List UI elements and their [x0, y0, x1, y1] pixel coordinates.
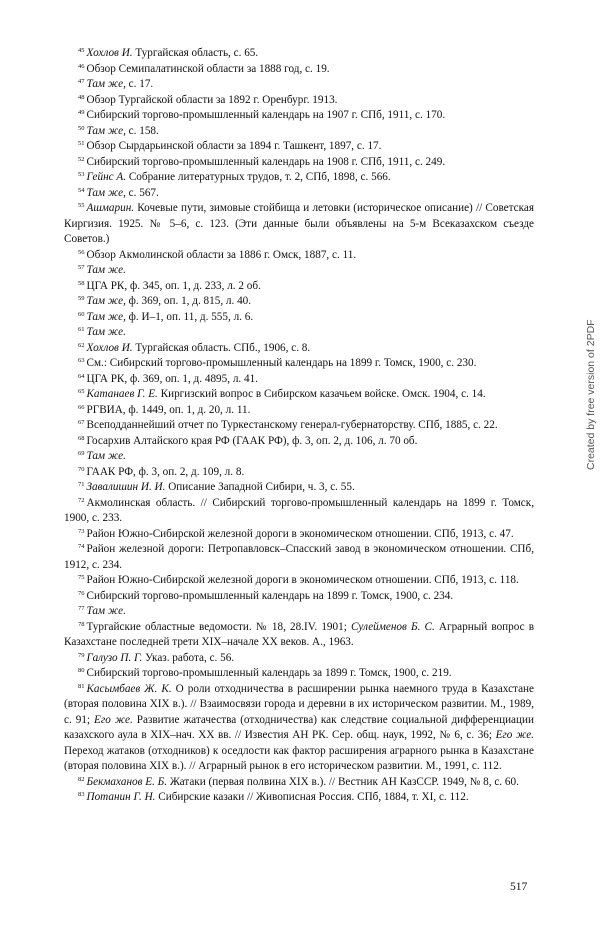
footnote-text: Аграрный вопрос в Казахстане последней трети XIX–начале XX веков. А., 1963. [64, 620, 534, 648]
footnote-text: Обзор Акмолинской области за 1886 г. Омск, 1887, с. 11. [86, 248, 357, 261]
footnote-65 [64, 387, 534, 403]
footnote-number: 56 [78, 248, 85, 256]
footnote-text: Развитие жатачества (отходничества) как следствие социальной дифференциации казахского аула в XIX–нач. XX вв. // Известия АН РК. Сер. общ. наук, 1992, № 6, с. 36; [64, 713, 534, 741]
footnote-text: с. 567. [125, 186, 159, 199]
footnote-83 [64, 790, 534, 806]
footnote-text: Жатаки (первая полвина XIX в.). // Вестник АН КазССР. 1949, № 8, с. 60. [167, 775, 519, 788]
footnote-author: Там же, [86, 295, 126, 307]
footnote-46 [64, 62, 534, 78]
footnote-text: Сибирские казаки // Живописная Россия. СПб, 1884, т. XI, с. 112. [155, 791, 469, 803]
footnote-author: Сулейменов Б. С. [350, 620, 435, 633]
footnote-number: 54 [78, 186, 85, 194]
footnote-text: Сибирский торгово-промышленный календарь на 1899 г. Томск, 1900, с. 234. [86, 589, 454, 602]
footnote-author: Хохлов И. [86, 47, 133, 59]
footnote-text: Тургайские областные ведомости. № 18, 28.IV. 1901; [86, 620, 351, 633]
footnote-number: 77 [78, 605, 85, 612]
footnote-author: Там же, [86, 124, 126, 137]
footnote-number: 49 [78, 109, 85, 116]
footnote-text: ф. 369, оп. 1, д. 815, л. 40. [125, 295, 252, 307]
footnote-56 [64, 248, 534, 264]
footnote-author: Там же, [86, 310, 126, 323]
footnote-68 [64, 434, 534, 450]
footnote-number: 70 [78, 465, 85, 473]
footnote-number: 60 [78, 310, 85, 318]
footnote-text: Тургайская область. СПб., 1906, с. 8. [132, 341, 311, 354]
footnote-63 [64, 356, 534, 372]
footnote-53 [64, 170, 534, 186]
footnote-text: Описание Западной Сибири, ч. 3, с. 55. [165, 481, 355, 493]
footnote-67 [64, 418, 534, 434]
footnote-author: Там же, [86, 186, 126, 199]
footnote-number: 83 [78, 791, 85, 798]
footnote-number: 45 [78, 47, 85, 54]
footnote-number: 51 [78, 140, 85, 147]
footnote-text: Обзор Семипалатинской области за 1888 год, с. 19. [86, 62, 330, 75]
footnote-number: 46 [78, 62, 85, 70]
footnote-author: Там же. [86, 450, 126, 462]
footnote-text: О роли отходничества в расширении рынка наемного труда в Казахстане (вторая половина XIX в.). // Взаимосвязи города и деревни в их историческом развитии. М., 1989, с. 91; [64, 682, 534, 726]
footnote-author: Потанин Г. Н. [86, 791, 156, 803]
page-number: 517 [510, 881, 528, 893]
footnote-64 [64, 372, 534, 388]
footnote-text: Переход жатаков (отходников) к оседлости как фактор расширения аграрного рынка в Казахстане (вторая половина XIX в.). // Аграрный рынок в его историческом развитии. М., 1991, с. 112. [64, 744, 534, 772]
footnote-number: 69 [78, 450, 85, 457]
footnote-text: Сибирский торгово-промышленный календарь на 1907 г. СПб, 1911, с. 170. [86, 109, 446, 121]
watermark-text: Created by free version of 2PDF [585, 319, 597, 470]
footnote-author: Там же. [86, 264, 126, 276]
footnote-number: 74 [78, 543, 85, 550]
footnote-text: Тургайская область, с. 65. [132, 47, 259, 59]
footnote-71 [64, 480, 534, 496]
footnote-54 [64, 186, 534, 202]
footnote-number: 78 [78, 620, 85, 628]
footnote-author: Там же. [86, 605, 126, 617]
footnote-text: с. 158. [125, 124, 159, 137]
footnote-number: 63 [78, 357, 85, 364]
footnote-number: 50 [78, 124, 85, 132]
footnote-81 [64, 682, 534, 775]
footnote-text: ГААК РФ, ф. 3, оп. 2, д. 109, л. 8. [86, 465, 245, 478]
footnote-number: 61 [78, 326, 85, 333]
footnote-text: Киргизский вопрос в Сибирском казачьем войске. Омск. 1904, с. 14. [157, 388, 486, 400]
footnote-author: Бекмаханов Е. Б. [86, 775, 168, 788]
footnote-80 [64, 666, 534, 682]
footnote-82 [64, 775, 534, 791]
footnote-number: 65 [78, 388, 85, 395]
footnote-47 [64, 77, 534, 93]
footnotes-list [64, 46, 534, 806]
footnote-number: 68 [78, 434, 85, 442]
footnote-text: Собрание литературных трудов, т. 2, СПб, 1898, с. 566. [126, 171, 391, 183]
footnote-number: 59 [78, 295, 85, 302]
footnote-number: 73 [78, 527, 85, 535]
footnote-48 [64, 93, 534, 109]
footnote-author: Гейнс А. [86, 171, 127, 183]
footnote-text: ЦГА РК, ф. 369, оп. 1, д. 4895, л. 41. [86, 372, 258, 385]
footnote-66 [64, 403, 534, 419]
footnote-74 [64, 542, 534, 573]
footnote-number: 79 [78, 651, 85, 659]
footnote-author: Его же. [94, 713, 133, 726]
footnote-author: Его же. [495, 729, 534, 741]
footnote-text: Акмолинская область. // Сибирский торгово-промышленный календарь на 1899 г. Томск, 1900, с. 233. [64, 496, 534, 524]
footnote-77 [64, 604, 534, 620]
footnote-text: Госархив Алтайского края РФ (ГААК РФ), ф. 3, оп. 2, д. 106, л. 70 об. [86, 434, 418, 447]
footnote-author: Там же, [86, 78, 126, 90]
footnote-text: Обзор Тургайской области за 1892 г. Оренбург. 1913. [86, 93, 338, 106]
footnote-text: Кочевые пути, зимовые стойбища и летовки (историческое описание) // Советская Киргизия. 1925. № 5–6, с. 123. (Эти данные были объявлены на 5-м Всеказахском съезде Советов.) [64, 202, 534, 245]
footnote-69 [64, 449, 534, 465]
footnote-61 [64, 325, 534, 341]
footnote-number: 58 [78, 279, 85, 287]
footnote-author: Завалишин И. И. [86, 481, 166, 493]
footnote-text: с. 17. [125, 78, 154, 90]
footnote-51 [64, 139, 534, 155]
footnote-text: Сибирский торгово-промышленный календарь на 1908 г. СПб, 1911, с. 249. [86, 155, 446, 168]
footnote-59 [64, 294, 534, 310]
footnote-number: 76 [78, 589, 85, 597]
footnote-text: РГВИА, ф. 1449, оп. 1, д. 20, л. 11. [86, 403, 251, 416]
footnote-text: ЦГА РК, ф. 345, оп. 1, д. 233, л. 2 об. [86, 279, 261, 292]
footnote-number: 57 [78, 264, 85, 271]
footnote-text: Район Южно-Сибирской железной дороги в экономическом отношении. СПб, 1913, с. 118. [86, 574, 519, 586]
footnote-60 [64, 310, 534, 326]
footnote-73 [64, 527, 534, 543]
footnote-58 [64, 279, 534, 295]
footnote-number: 48 [78, 93, 85, 101]
footnote-number: 72 [78, 496, 85, 504]
footnote-author: Касымбаев Ж. К. [86, 682, 172, 695]
footnote-text: Сибирский торгово-промышленный календарь за 1899 г. Томск, 1900, с. 219. [86, 667, 452, 679]
footnote-number: 52 [78, 155, 85, 163]
footnote-number: 67 [78, 419, 85, 426]
footnote-number: 66 [78, 403, 85, 411]
footnote-author: Ашмарин. [86, 202, 135, 214]
footnote-text: Всеподданнейший отчет по Туркестанскому генерал-губернаторству. СПб, 1885, с. 22. [86, 419, 498, 431]
footnote-text: Район железной дороги: Петропавловск–Спасский завод в экономическом отношении. СПб, 1912, с. 234. [64, 543, 534, 571]
footnote-number: 53 [78, 171, 85, 178]
footnote-number: 55 [78, 202, 85, 209]
footnote-text: Район Южно-Сибирской железной дороги в экономическом отношении. СПб, 1913, с. 47. [86, 527, 514, 540]
footnote-number: 62 [78, 341, 85, 349]
footnote-75 [64, 573, 534, 589]
footnote-62 [64, 341, 534, 357]
footnote-72 [64, 496, 534, 527]
footnote-text: См.: Сибирский торгово-промышленный календарь на 1899 г. Томск, 1900, с. 230. [86, 357, 477, 369]
footnote-number: 81 [78, 682, 85, 690]
footnote-author: Катанаев Г. Е. [86, 388, 158, 400]
footnote-text: Обзор Сырдарьинской области за 1894 г. Ташкент, 1897, с. 17. [86, 140, 382, 152]
footnote-45 [64, 46, 534, 62]
footnote-author: Там же. [86, 326, 126, 338]
footnote-49 [64, 108, 534, 124]
footnote-52 [64, 155, 534, 171]
footnote-number: 64 [78, 372, 85, 380]
footnote-70 [64, 465, 534, 481]
footnote-text: ф. И–1, оп. 11, д. 555, л. 6. [125, 310, 254, 323]
footnote-number: 47 [78, 78, 85, 85]
footnote-57 [64, 263, 534, 279]
footnote-79 [64, 651, 534, 667]
footnote-number: 71 [78, 481, 85, 488]
footnote-number: 80 [78, 667, 85, 674]
footnote-text: Указ. работа, с. 56. [142, 651, 235, 664]
footnote-author: Галузо П. Г. [86, 651, 143, 664]
footnote-55 [64, 201, 534, 248]
footnote-author: Хохлов И. [86, 341, 133, 354]
footnote-50 [64, 124, 534, 140]
footnote-78 [64, 620, 534, 651]
footnote-76 [64, 589, 534, 605]
footnote-number: 82 [78, 775, 85, 783]
footnote-number: 75 [78, 574, 85, 581]
